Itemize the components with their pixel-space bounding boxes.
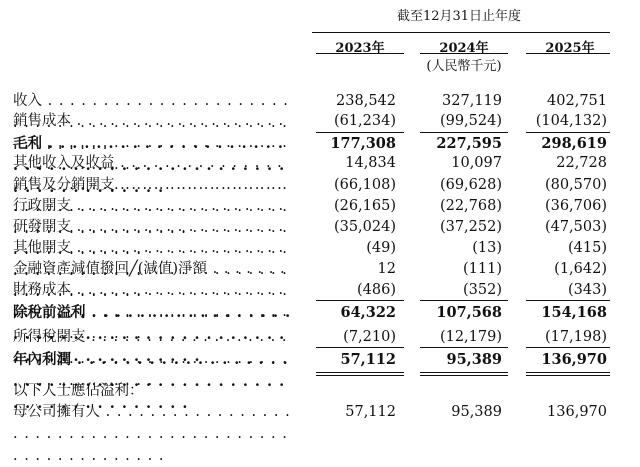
year-rule-2023 [316,53,404,54]
subtotal-rule-2024 [420,347,508,348]
row-administrative [0,195,640,217]
row-label: 其他開支 . . . [13,237,293,303]
row-label: 所得稅開支 . . . [13,326,293,392]
total-rule-2024 [420,372,508,373]
value-2023: 57,112 [340,351,396,368]
unit-label: (人民幣千元) [426,59,502,74]
total-rule-2024 [420,375,508,376]
row-label: 毛利 . . . [13,133,293,199]
row-attributable-heading [0,380,640,402]
row-label: 財務成本 . . . [13,279,293,345]
value-2025: (415) [568,240,607,256]
subtotal-rule-2025 [526,347,610,348]
value-2023: 177,308 [330,135,396,152]
row-label: 其他收入及收益 . . . [13,152,293,218]
value-2024: (111) [463,261,502,277]
value-2023: (66,108) [333,177,396,193]
row-label: 收入 . . . [13,90,293,156]
value-2023: (49) [366,240,396,256]
value-2025: 136,970 [547,404,607,420]
value-2024: (13) [472,240,502,256]
row-income-tax [0,326,640,348]
value-2025: 298,619 [541,135,607,152]
value-2025: 154,168 [541,304,607,321]
subtotal-rule-2024 [420,300,508,301]
value-2025: (36,706) [544,198,607,214]
row-cost-of-sales [0,110,640,132]
period-header: 截至12月31日止年度 [396,9,522,24]
year-rule-2025 [526,53,610,54]
value-2023: (26,165) [333,198,396,214]
value-2024: (99,524) [439,113,502,129]
total-rule-2025 [526,372,610,373]
value-2023: 12 [377,261,396,277]
value-2024: 10,097 [451,155,502,171]
row-research-development [0,216,640,238]
value-2023: (35,024) [333,219,396,235]
row-owners-of-parent [0,401,640,423]
value-2024: (37,252) [439,219,502,235]
value-2024: 227,595 [436,135,502,152]
value-2024: 327,119 [442,93,502,109]
header-rule [312,32,610,33]
year-header-2024: 2024年 [439,41,489,56]
value-2025: 136,970 [541,351,607,368]
value-2023: (61,234) [333,113,396,129]
row-label: 銷售及分銷開支 . . . [13,174,293,240]
value-2025: (47,503) [544,219,607,235]
value-2025: (1,642) [554,261,607,277]
total-rule-2025 [526,375,610,376]
row-label: 金融資產減值撥回╱(減值)淨額 . . . [13,258,293,324]
row-profit-for-year [0,349,640,371]
row-label: 以下人士應佔溢利： [13,383,144,399]
year-header-2023: 2023年 [335,41,385,56]
value-2024: (352) [463,282,502,298]
row-profit-before-tax [0,302,640,324]
subtotal-rule-2023 [316,347,404,348]
row-label: 行政開支 . . . [13,195,293,261]
value-2024: (69,628) [439,177,502,193]
value-2024: 95,389 [446,351,502,368]
row-revenue [0,90,640,112]
value-2024: 107,568 [436,304,502,321]
value-2023: (486) [357,282,396,298]
value-2024: 95,389 [451,404,502,420]
row-other-income [0,152,640,174]
row-finance-costs [0,279,640,301]
row-other-expenses [0,237,640,259]
total-rule-2023 [316,372,404,373]
subtotal-rule-2025 [526,300,610,301]
value-2025: (104,132) [535,113,607,129]
value-2025: 22,728 [556,155,607,171]
value-2025: (343) [568,282,607,298]
subtotal-rule-2023 [316,300,404,301]
total-rule-2023 [316,375,404,376]
row-impairment [0,258,640,280]
row-selling-distribution [0,174,640,196]
value-2023: 238,542 [336,93,396,109]
value-2023: 57,112 [345,404,396,420]
value-2023: 14,834 [345,155,396,171]
row-label: 銷售成本 . . . [13,110,293,176]
value-2023: 64,322 [340,304,396,321]
row-label: 年內利潤 . . . [13,349,293,415]
year-header-2025: 2025年 [545,41,595,56]
row-label: 除稅前溢利 . . . [13,302,293,368]
value-2025: (80,570) [544,177,607,193]
year-rule-2024 [420,53,508,54]
row-label: 研發開支 . . . [13,216,293,282]
value-2024: (12,179) [439,329,502,345]
value-2025: (17,198) [544,329,607,345]
value-2023: (7,210) [343,329,396,345]
row-label: 母公司擁有人 . . . [13,401,293,467]
value-2025: 402,751 [547,93,607,109]
value-2024: (22,768) [439,198,502,214]
